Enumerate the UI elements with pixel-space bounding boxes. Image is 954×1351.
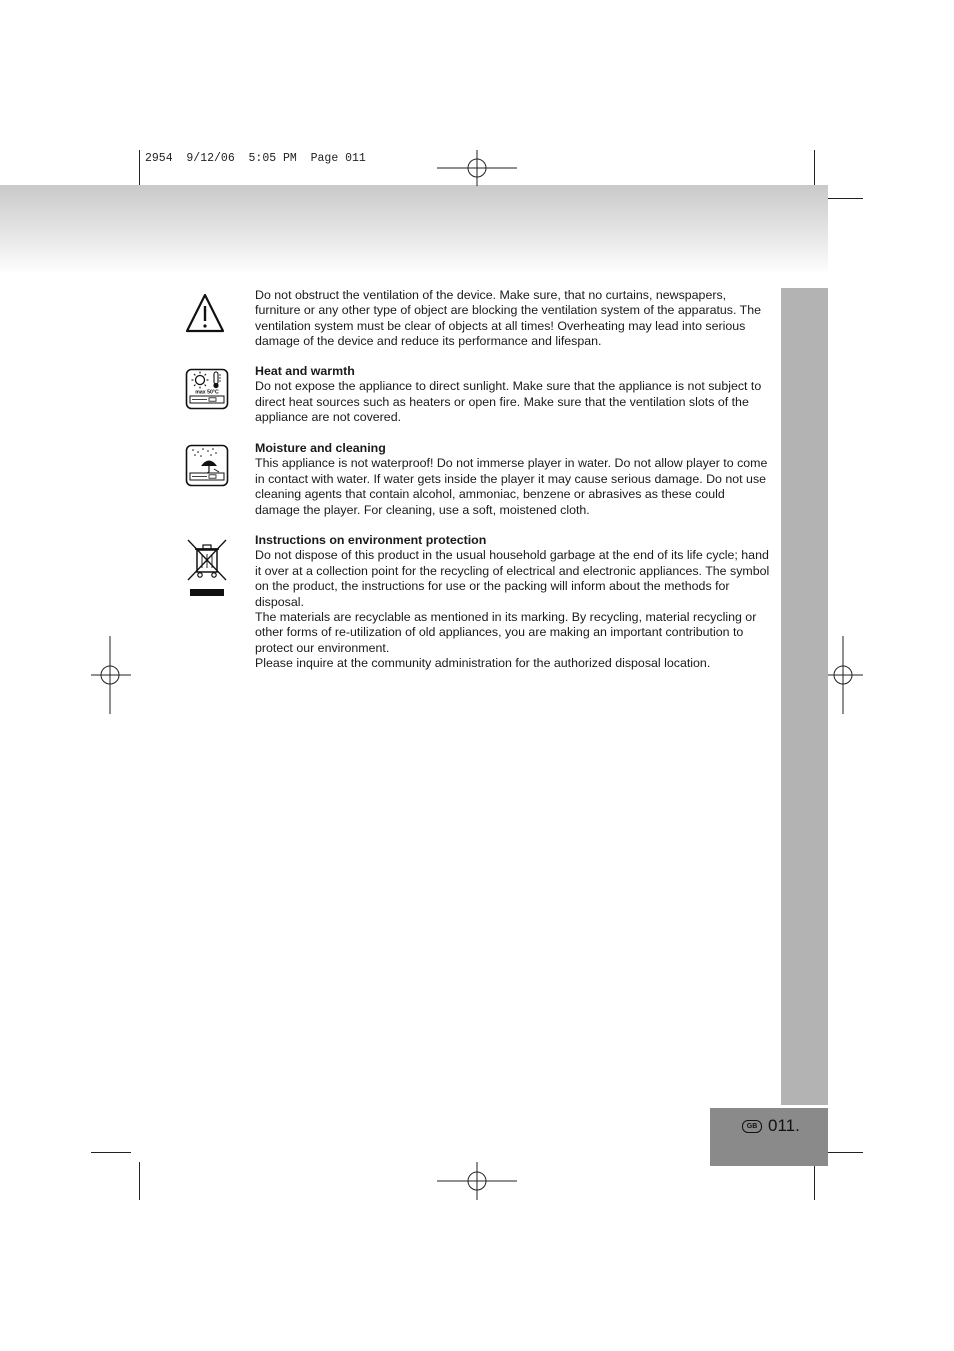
- page-number-text: 011.: [768, 1116, 800, 1135]
- ventilation-section: [255, 288, 770, 350]
- registration-mark-icon: [823, 636, 863, 714]
- crop-mark: [814, 1162, 815, 1200]
- header-band: [0, 185, 828, 275]
- moisture-umbrella-icon: [185, 444, 229, 487]
- crop-mark: [814, 150, 815, 187]
- crop-mark: [823, 198, 863, 199]
- registration-mark-icon: [91, 636, 131, 714]
- page-number: [742, 1116, 800, 1136]
- environment-text-3: Please inquire at the community administration for the authorized disposal location.: [255, 656, 711, 671]
- crossed-out-bin-icon: [185, 538, 229, 598]
- environment-title: Instructions on environment protection: [255, 533, 487, 547]
- print-slug: 2954 9/12/06 5:05 PM Page 011: [145, 152, 366, 165]
- registration-mark-icon: [437, 150, 517, 186]
- ventilation-text: Do not obstruct the ventilation of the device. Make sure, that no curtains, newspapers, furniture or any other type of object are blocking the ventilation system of the apparatus. The ventilation system must be clear of objects at all times! Overheating may lead into serious damage of the device and reduce its performance and lifespan.: [255, 288, 762, 349]
- moisture-title: Moisture and cleaning: [255, 441, 386, 455]
- crop-mark: [91, 1152, 131, 1153]
- heat-sun-thermometer-icon: [185, 368, 229, 410]
- side-bar: [781, 288, 828, 1105]
- heat-text: Do not expose the appliance to direct sunlight. Make sure that the appliance is not subject to direct heat sources such as heaters or open fire. Make sure that the ventilation slots of the appliance are not covered.: [255, 379, 762, 425]
- max-temp-label: max 50°C: [195, 389, 219, 396]
- warning-triangle-icon: [185, 292, 225, 334]
- language-badge: GB: [742, 1120, 762, 1133]
- moisture-section: [255, 441, 770, 518]
- heat-title: Heat and warmth: [255, 364, 355, 378]
- registration-mark-icon: [437, 1162, 517, 1200]
- moisture-text: This appliance is not waterproof! Do not immerse player in water. Do not allow player to come in contact with water. If water gets inside the player it may cause serious damage. Do not use cleaning agents that contain alcohol, ammoniac, benzene or abrasives as these could damage the player. For cleaning, use a soft, moistened cloth.: [255, 456, 768, 517]
- environment-text-1: Do not dispose of this product in the usual household garbage at the end of its life cycle; hand it over at a collection point for the recycling of electrical and electronic appliances. The symbol on the product, the instructions for use or the packing will inform about the methods for disposal.: [255, 548, 770, 609]
- crop-mark: [823, 1152, 863, 1153]
- heat-section: [255, 364, 770, 426]
- crop-mark: [139, 1162, 140, 1200]
- environment-section: [255, 533, 770, 672]
- crop-mark: [139, 150, 140, 187]
- environment-text-2: The materials are recyclable as mentioned in its marking. By recycling, material recycling or other forms of re-utilization of old appliances, you are making an important contribution to protect our environment.: [255, 610, 757, 655]
